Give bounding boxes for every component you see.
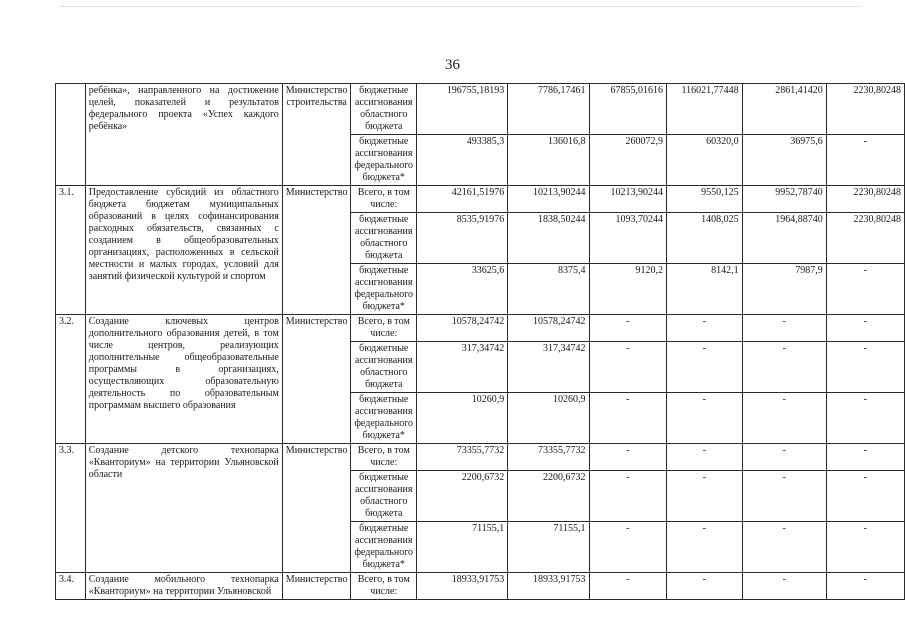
- funding-source: Всего, в том числе:: [351, 315, 417, 342]
- amount-cell: -: [826, 393, 904, 444]
- amount-cell: 71155,1: [417, 522, 508, 573]
- row-number: 3.2.: [56, 315, 86, 444]
- amount-cell: -: [826, 264, 904, 315]
- amount-cell: 7786,17461: [508, 84, 589, 135]
- amount-cell: 10578,24742: [417, 315, 508, 342]
- amount-cell: 1408,025: [666, 213, 742, 264]
- amount-cell: 33625,6: [417, 264, 508, 315]
- amount-cell: -: [589, 573, 666, 600]
- amount-cell: 18933,91753: [417, 573, 508, 600]
- amount-cell: 2861,41420: [742, 84, 826, 135]
- amount-cell: 196755,18193: [417, 84, 508, 135]
- amount-cell: 1093,70244: [589, 213, 666, 264]
- amount-cell: -: [826, 342, 904, 393]
- amount-cell: 8375,4: [508, 264, 589, 315]
- amount-cell: -: [589, 315, 666, 342]
- amount-cell: 10578,24742: [508, 315, 589, 342]
- measure-name: ребёнка», направленного на достижение целей, показателей и результатов федерального проекта «Успех каждого ребёнка»: [85, 84, 282, 186]
- amount-cell: 493385,3: [417, 135, 508, 186]
- amount-cell: 1964,88740: [742, 213, 826, 264]
- funding-source: Всего, в том числе:: [351, 444, 417, 471]
- funding-source: бюджетные ассигнования федерального бюджета*: [351, 393, 417, 444]
- amount-cell: 36975,6: [742, 135, 826, 186]
- amount-cell: -: [742, 573, 826, 600]
- amount-cell: -: [589, 522, 666, 573]
- scan-artifact-line: [60, 6, 860, 11]
- amount-cell: 2230,80248: [826, 186, 904, 213]
- measure-name: Создание ключевых центров дополнительного образования детей, в том числе центров, реализующих дополнительные общеобразовательные программы в организациях, осуществляющих образовательную деятельность по образовательным программам высшего образования: [85, 315, 282, 444]
- amount-cell: 1838,50244: [508, 213, 589, 264]
- funding-source: Всего, в том числе:: [351, 573, 417, 600]
- amount-cell: 10213,90244: [508, 186, 589, 213]
- amount-cell: -: [826, 522, 904, 573]
- amount-cell: -: [666, 573, 742, 600]
- funding-source: бюджетные ассигнования областного бюджета: [351, 84, 417, 135]
- funding-source: бюджетные ассигнования федерального бюджета*: [351, 135, 417, 186]
- amount-cell: 2230,80248: [826, 84, 904, 135]
- page-number: 36: [445, 57, 460, 73]
- amount-cell: 317,34742: [417, 342, 508, 393]
- amount-cell: 10260,9: [417, 393, 508, 444]
- amount-cell: -: [826, 444, 904, 471]
- amount-cell: 73355,7732: [417, 444, 508, 471]
- amount-cell: -: [826, 135, 904, 186]
- executor: Министерство: [282, 315, 351, 444]
- amount-cell: 18933,91753: [508, 573, 589, 600]
- measure-name: Создание мобильного технопарка «Кванториум» на территории Ульяновской: [85, 573, 282, 600]
- funding-source: бюджетные ассигнования областного бюджета: [351, 342, 417, 393]
- measure-name: Создание детского технопарка «Кванториум» на территории Ульяновской области: [85, 444, 282, 573]
- row-number: 3.3.: [56, 444, 86, 573]
- amount-cell: 9120,2: [589, 264, 666, 315]
- amount-cell: 71155,1: [508, 522, 589, 573]
- funding-source: бюджетные ассигнования федерального бюджета*: [351, 522, 417, 573]
- amount-cell: -: [666, 444, 742, 471]
- measure-name: Предоставление субсидий из областного бюджета бюджетам муниципальных образований в целях софинансирования расходных обязательств, связанных с созданием в общеобразовательных организациях, расположенных в сельской местности и малых городах, условий для занятий физической культурой и спортом: [85, 186, 282, 315]
- amount-cell: 42161,51976: [417, 186, 508, 213]
- row-number: 3.1.: [56, 186, 86, 315]
- amount-cell: 10213,90244: [589, 186, 666, 213]
- amount-cell: 2230,80248: [826, 213, 904, 264]
- amount-cell: 67855,01616: [589, 84, 666, 135]
- table-row: [56, 444, 905, 471]
- amount-cell: 8535,91976: [417, 213, 508, 264]
- funding-source: бюджетные ассигнования областного бюджета: [351, 213, 417, 264]
- amount-cell: 2200,6732: [508, 471, 589, 522]
- amount-cell: 8142,1: [666, 264, 742, 315]
- table-row: [56, 84, 905, 135]
- amount-cell: -: [666, 342, 742, 393]
- amount-cell: 116021,77448: [666, 84, 742, 135]
- amount-cell: -: [589, 471, 666, 522]
- table-row: [56, 573, 905, 600]
- amount-cell: -: [742, 522, 826, 573]
- amount-cell: 60320,0: [666, 135, 742, 186]
- amount-cell: -: [826, 573, 904, 600]
- amount-cell: -: [589, 444, 666, 471]
- amount-cell: -: [666, 522, 742, 573]
- table-row: [56, 315, 905, 342]
- row-number: 3.4.: [56, 573, 86, 600]
- amount-cell: -: [589, 393, 666, 444]
- amount-cell: -: [742, 342, 826, 393]
- amount-cell: 73355,7732: [508, 444, 589, 471]
- executor: Министерство строительства: [282, 84, 351, 186]
- executor: Министерство: [282, 573, 351, 600]
- funding-source: Всего, в том числе:: [351, 186, 417, 213]
- table-row: [56, 186, 905, 213]
- amount-cell: 2200,6732: [417, 471, 508, 522]
- amount-cell: 260072,9: [589, 135, 666, 186]
- table-body: [56, 84, 905, 600]
- amount-cell: -: [826, 471, 904, 522]
- amount-cell: -: [742, 315, 826, 342]
- amount-cell: 7987,9: [742, 264, 826, 315]
- amount-cell: 9952,78740: [742, 186, 826, 213]
- amount-cell: -: [666, 471, 742, 522]
- amount-cell: 10260,9: [508, 393, 589, 444]
- executor: Министерство: [282, 444, 351, 573]
- amount-cell: 317,34742: [508, 342, 589, 393]
- amount-cell: -: [742, 471, 826, 522]
- budget-table: [55, 83, 905, 600]
- funding-source: бюджетные ассигнования областного бюджета: [351, 471, 417, 522]
- amount-cell: -: [666, 393, 742, 444]
- executor: Министерство: [282, 186, 351, 315]
- amount-cell: 136016,8: [508, 135, 589, 186]
- row-number: [56, 84, 86, 186]
- amount-cell: 9550,125: [666, 186, 742, 213]
- amount-cell: -: [826, 315, 904, 342]
- amount-cell: -: [742, 444, 826, 471]
- amount-cell: -: [589, 342, 666, 393]
- amount-cell: -: [742, 393, 826, 444]
- amount-cell: -: [666, 315, 742, 342]
- funding-source: бюджетные ассигнования федерального бюджета*: [351, 264, 417, 315]
